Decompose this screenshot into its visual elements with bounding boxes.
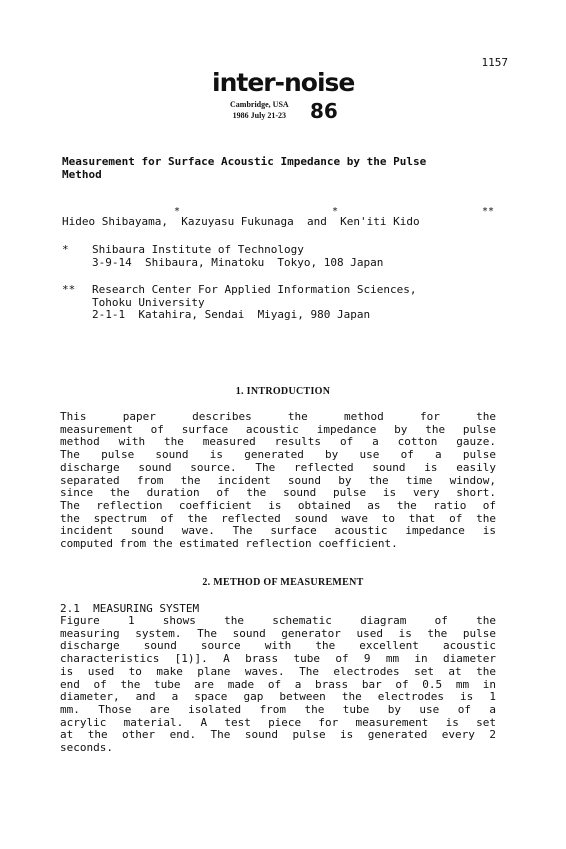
text-line: method with the measured results of a cotton gauze. [60,435,496,449]
subsection-heading: 2.1 MEASURING SYSTEM [60,602,200,615]
text-line: mm. Those are isolated from the tube by use of a [60,702,496,716]
author-marker: ** [482,206,495,217]
text-line: measurement of surface acoustic impedance by the pulse [60,422,496,436]
text-line: acrylic material. A test piece for measurement is set [60,715,496,729]
title-line: Method [62,168,102,181]
text-line: is used to make plane waves. The electrodes set at the [60,664,496,678]
text-line: measuring system. The sound generator used is the pulse [60,626,496,640]
logo-year: 86 [310,99,338,123]
affiliation-line: Research Center For Applied Information Sciences, [92,283,417,296]
affiliation-line: Shibaura Institute of Technology [92,243,304,256]
title-line: Measurement for Surface Acoustic Impedance by the Pulse [62,155,427,168]
text-line: This paper describes the method for the [60,410,496,423]
page-number: 1157 [481,56,508,69]
text-line: since the duration of the sound pulse is very short. [60,486,496,500]
section-heading-introduction: 1. INTRODUCTION [235,386,331,397]
introduction-paragraph [60,411,496,551]
authors-line: Hideo Shibayama, Kazuyasu Fukunaga and Ken'iti Kido [62,215,420,228]
logo-details [230,99,289,121]
affiliation-line: 3-9-14 Shibaura, Minatoku Tokyo, 108 Japan [92,255,384,269]
text-line: The reflection coefficient is obtained as the ratio of [60,498,496,512]
author-markers [62,205,502,215]
text-line: end of the tube are made of a brass bar of 0.5 mm in [60,677,496,691]
paper-title [62,155,512,181]
text-line: seconds. [60,741,113,755]
logo-location: Cambridge, USA [230,100,289,109]
text-line: discharge sound source. The reflected sound is easily [60,460,496,474]
method-paragraph [60,615,496,755]
affiliation-marker: ** [62,283,76,296]
section-heading-method: 2. METHOD OF MEASUREMENT [202,577,364,588]
author-block [62,205,502,229]
text-line: discharge sound source with the excellent acoustic [60,639,496,653]
text-line: separated from the incident sound by the time window, [60,473,496,487]
conference-logo [212,70,362,130]
affiliation-line: Tohoku University [92,295,205,309]
logo-title: inter-noise [212,68,355,97]
logo-dates: 1986 July 21-23 [232,111,286,120]
author-marker: * [332,206,339,217]
affiliation-marker: * [62,243,69,256]
text-line: at the other end. The sound pulse is generated every 2 [60,728,496,742]
text-line: The pulse sound is generated by use of a pulse [60,448,496,462]
text-line: incident sound wave. The surface acoustic impedance is [60,524,496,538]
affiliation-line: 2-1-1 Katahira, Sendai Miyagi, 980 Japan [92,308,371,321]
affiliation-1 [62,244,502,269]
text-line: the spectrum of the reflected sound wave to that of the [60,511,496,525]
text-line: Figure 1 shows the schematic diagram of the [60,614,496,627]
affiliation-2 [62,284,502,322]
author-marker: * [174,206,181,217]
text-line: diameter, and a space gap between the electrodes is 1 [60,690,496,704]
text-line: characteristics [1)]. A brass tube of 9 mm in diameter [60,652,496,666]
text-line: computed from the estimated reflection coefficient. [60,537,398,551]
